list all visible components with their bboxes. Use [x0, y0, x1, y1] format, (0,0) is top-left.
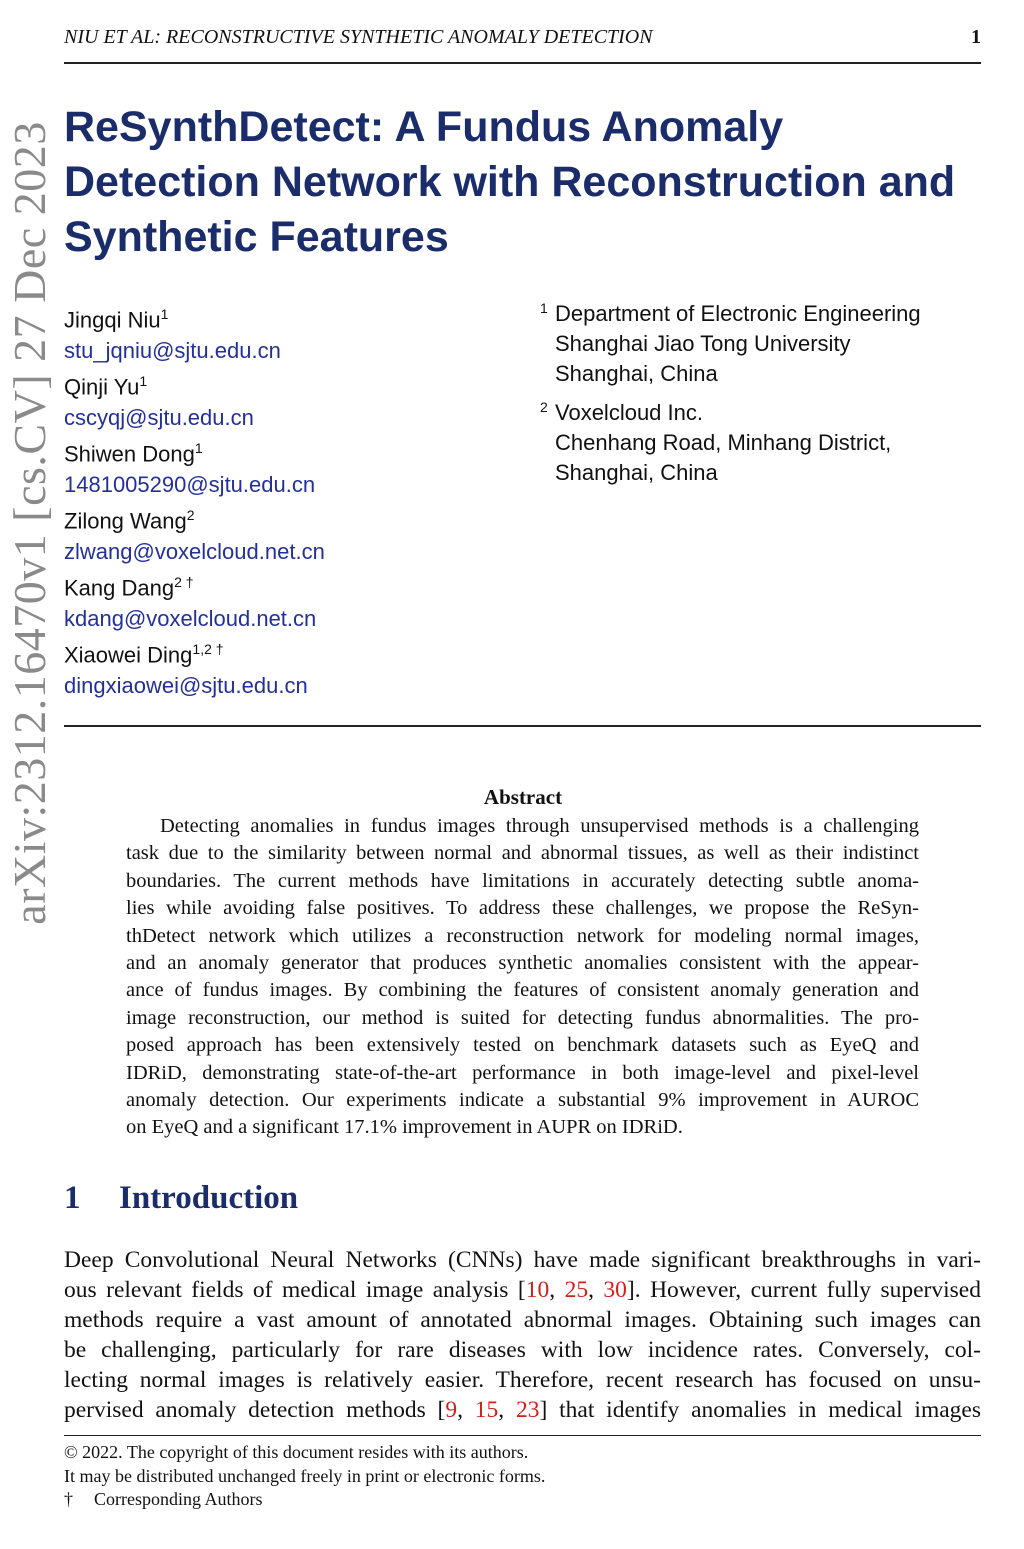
title-line: Synthetic Features — [64, 213, 449, 261]
affiliation-marker: 2 — [186, 507, 195, 523]
citation-link[interactable]: 23 — [515, 1397, 540, 1423]
affiliation-line: Shanghai Jiao Tong University — [555, 331, 851, 356]
intro-text: , — [457, 1397, 475, 1423]
abstract-line: thDetect network which utilizes a reconstruction network for modeling normal images, — [126, 924, 919, 947]
intro-text: , — [588, 1277, 604, 1303]
citation-link[interactable]: 15 — [474, 1397, 499, 1423]
affiliation — [540, 398, 921, 488]
affiliation-marker: 1 — [194, 440, 203, 456]
affiliation-line: Shanghai, China — [555, 361, 718, 386]
intro-text: ]. However, current fully supervised — [626, 1277, 981, 1303]
affiliation-number: 2 — [540, 399, 548, 415]
intro-text: pervised anomaly detection methods [ — [64, 1397, 446, 1423]
intro-text: ] that identify anomalies in medical images — [539, 1397, 981, 1423]
citation-link[interactable]: 9 — [445, 1397, 458, 1423]
corresponding-label: Corresponding Authors — [94, 1489, 263, 1509]
author-name — [64, 299, 325, 335]
author-email-link[interactable]: dingxiaowei@sjtu.edu.cn — [64, 673, 308, 699]
affiliation-line: Voxelcloud Inc. — [555, 400, 703, 425]
intro-text: lecting normal images is relatively easier. Therefore, recent research has focused on unsu- — [64, 1367, 981, 1393]
affiliation-line: Shanghai, China — [555, 460, 718, 485]
abstract-line: IDRiD, demonstrating state-of-the-art performance in both image-level and pixel-level — [126, 1061, 919, 1084]
author-name-text: Qinji Yu — [64, 374, 140, 400]
intro-line — [64, 1245, 981, 1275]
author-name-text: Xiaowei Ding — [64, 642, 193, 668]
abstract-line: image reconstruction, our method is suited for detecting fundus abnormalities. The pro- — [126, 1006, 919, 1029]
arxiv-watermark: arXiv:2312.16470v1 [cs.CV] 27 Dec 2023 — [4, 121, 55, 925]
distribution-note: It may be distributed unchanged freely in print or electronic forms. — [64, 1465, 546, 1486]
affiliation-line: Chenhang Road, Minhang District, — [555, 430, 892, 455]
intro-text: , — [549, 1277, 565, 1303]
author-name — [64, 634, 325, 670]
section-number: 1 — [64, 1180, 81, 1216]
author-entry — [64, 366, 325, 433]
introduction-body — [64, 1245, 981, 1425]
affiliation-marker: 1 — [139, 373, 148, 389]
author-email-link[interactable]: cscyqj@sjtu.edu.cn — [64, 405, 254, 431]
author-entry — [64, 433, 325, 500]
citation-link[interactable]: 25 — [564, 1277, 589, 1303]
affiliation — [540, 299, 921, 389]
author-name — [64, 433, 325, 469]
intro-line — [64, 1335, 981, 1365]
intro-text: methods require a vast amount of annotated abnormal images. Obtaining such images can — [64, 1307, 981, 1333]
author-entry — [64, 634, 325, 701]
author-email-link[interactable]: zlwang@voxelcloud.net.cn — [64, 539, 325, 565]
abstract-line: Detecting anomalies in fundus images through unsupervised methods is a challenging — [160, 815, 919, 837]
affiliation-line: Department of Electronic Engineering — [555, 301, 921, 326]
running-title: NIU ET AL: RECONSTRUCTIVE SYNTHETIC ANOMALY DETECTION — [64, 26, 653, 48]
section-heading — [64, 1180, 298, 1217]
author-email-link[interactable]: 1481005290@sjtu.edu.cn — [64, 472, 316, 498]
corresponding-note — [64, 1488, 545, 1512]
section-title: Introduction — [119, 1180, 299, 1216]
citation-link[interactable]: 30 — [603, 1277, 627, 1303]
abstract-line: posed approach has been extensively tested on benchmark datasets such as EyeQ and — [126, 1034, 919, 1057]
author-entry — [64, 500, 325, 567]
author-email-link[interactable]: kdang@voxelcloud.net.cn — [64, 606, 317, 632]
author-name-text: Shiwen Dong — [64, 441, 195, 467]
abstract-heading: Abstract — [483, 785, 563, 809]
author-entry — [64, 299, 325, 366]
abstract-line: and an anomaly generator that produces synthetic anomalies consistent with the appear- — [126, 952, 919, 975]
author-name-text: Jingqi Niu — [64, 307, 161, 333]
abstract-line: task due to the similarity between normal and abnormal tissues, as well as their indistinct — [126, 842, 919, 865]
intro-line — [64, 1365, 981, 1395]
intro-line — [64, 1305, 981, 1335]
affiliation-number: 1 — [540, 300, 548, 316]
abstract-line: anomaly detection. Our experiments indicate a substantial 9% improvement in AUROC — [126, 1089, 919, 1112]
author-email-link[interactable]: stu_jqniu@sjtu.edu.cn — [64, 338, 281, 364]
author-name — [64, 567, 325, 603]
affiliation-marker: 1,2 † — [192, 641, 224, 657]
author-name — [64, 500, 325, 536]
title-line: ReSynthDetect: A Fundus Anomaly — [64, 103, 784, 151]
author-entry — [64, 567, 325, 634]
dagger-symbol: † — [64, 1489, 73, 1509]
copyright-note: © 2022. The copyright of this document resides with its authors. — [64, 1442, 529, 1462]
page-number: 1 — [971, 26, 981, 48]
footnote-rule — [64, 1435, 981, 1436]
intro-line — [64, 1275, 981, 1305]
author-name-text: Kang Dang — [64, 575, 175, 601]
header-rule — [64, 62, 981, 64]
abstract-body — [126, 813, 919, 1142]
citation-link[interactable]: 10 — [525, 1277, 550, 1303]
title-line: Detection Network with Reconstruction and — [64, 158, 956, 206]
affiliation-marker: 2 † — [174, 574, 194, 590]
abstract-line: ance of fundus images. By combining the features of consistent anomaly generation and — [126, 979, 919, 1002]
author-name-text: Zilong Wang — [64, 508, 187, 534]
paper-title — [64, 100, 955, 265]
intro-text: Deep Convolutional Neural Networks (CNNs) have made significant breakthroughs in vari- — [64, 1247, 981, 1273]
title-block-rule — [64, 725, 981, 727]
author-name — [64, 366, 325, 402]
intro-text: be challenging, particularly for rare diseases with low incidence rates. Conversely, col- — [64, 1337, 981, 1363]
intro-line — [64, 1395, 981, 1425]
abstract-line: on EyeQ and a significant 17.1% improvement in AUPR on IDRiD. — [126, 1116, 683, 1139]
author-list — [64, 299, 325, 701]
abstract-line: boundaries. The current methods have limitations in accurately detecting subtle anoma- — [126, 869, 919, 892]
affiliation-marker: 1 — [160, 306, 169, 322]
affiliation-list — [540, 299, 921, 497]
footnotes — [64, 1441, 545, 1512]
intro-text: ous relevant fields of medical image analysis [ — [64, 1277, 526, 1303]
running-header — [64, 26, 981, 49]
abstract-line: lies while avoiding false positives. To address these challenges, we propose the ReSyn- — [126, 897, 919, 920]
intro-text: , — [498, 1397, 516, 1423]
